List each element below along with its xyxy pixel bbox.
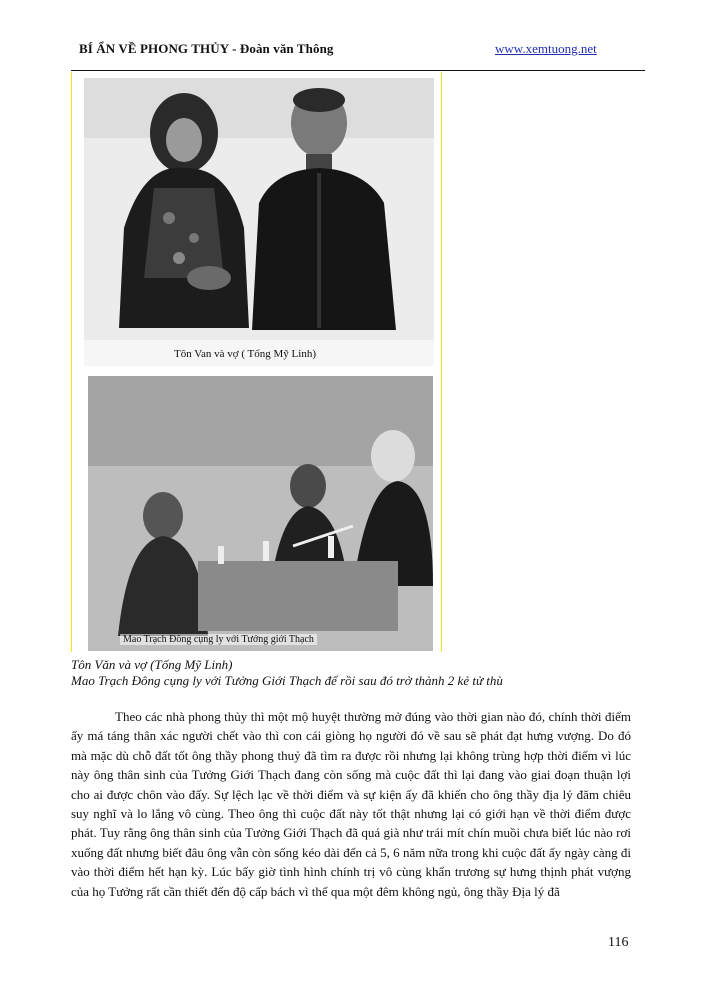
toast-illustration <box>88 376 433 651</box>
portrait-photo <box>84 78 434 366</box>
portrait-illustration <box>84 78 434 366</box>
toast-photo <box>88 376 433 651</box>
header-divider <box>71 70 645 71</box>
portrait-label: Tôn Van và vợ ( Tống Mỹ Linh) <box>174 348 316 360</box>
toast-label: Mao Trạch Đông cụng ly với Tướng giới Thạch <box>120 634 317 645</box>
caption-line-2: Mao Trạch Đông cụng ly với Tưởng Giới Thạch để rồi sau đó trở thành 2 kẻ tử thù <box>71 673 503 688</box>
page-number: 116 <box>608 935 629 950</box>
header-title: BÍ ẨN VỀ PHONG THỦY - Đoàn văn Thông <box>79 41 334 56</box>
photo-figure <box>71 72 442 652</box>
body-paragraph: Theo các nhà phong thủy thì một mộ huyệt thường mở đúng vào thời gian nào đó, chính thời điểm ấy má táng thân xác người chết vào thì con cái giòng họ người đó về sau sẽ phát đạt hưng vượng. Do đó mà mặc dù chỗ đất tốt ông thầy phong thuỷ đã tìm ra được rồi nhưng lại không trùng hợp thời điểm vì lúc này ông thân sinh của Tưởng Giới Thạch đang còn sống mà cuộc đất thì lại đang vào giai đoạn thuận lợi cho ai được chôn vào đấy. Sự lệch lạc về thời điểm và sự kiện ấy đã khiến cho ông thầy địa lý đăm chiêu suy nghĩ và lo lắng vô cùng. Theo ông thì cuộc đất này tốt thật nhưng lại có giới hạn về thời điểm được phát. Tuy rằng ông thân sinh của Tưởng Giới Thạch đã quá già như trái mít chín muồi chưa biết lúc nào rơi xuống đất nhưng biết đâu ông vẫn còn sống kéo dài đến cả 5, 6 năm nữa trong khi cuộc đất ấy ngày càng đi vào thời điểm hết hạn kỳ. Lúc bấy giờ tình hình chính trị vô cùng khẩn trương sự hưng thịnh phát vượng của họ Tưởng rất cần thiết đến độ cấp bách vì thế qua một đêm không ngủ, ông thầy Địa lý đã <box>71 709 631 899</box>
website-link[interactable]: www.xemtuong.net <box>495 41 597 56</box>
figure-caption <box>71 657 651 689</box>
caption-line-1: Tôn Văn và vợ (Tống Mỹ Linh) <box>71 657 233 672</box>
